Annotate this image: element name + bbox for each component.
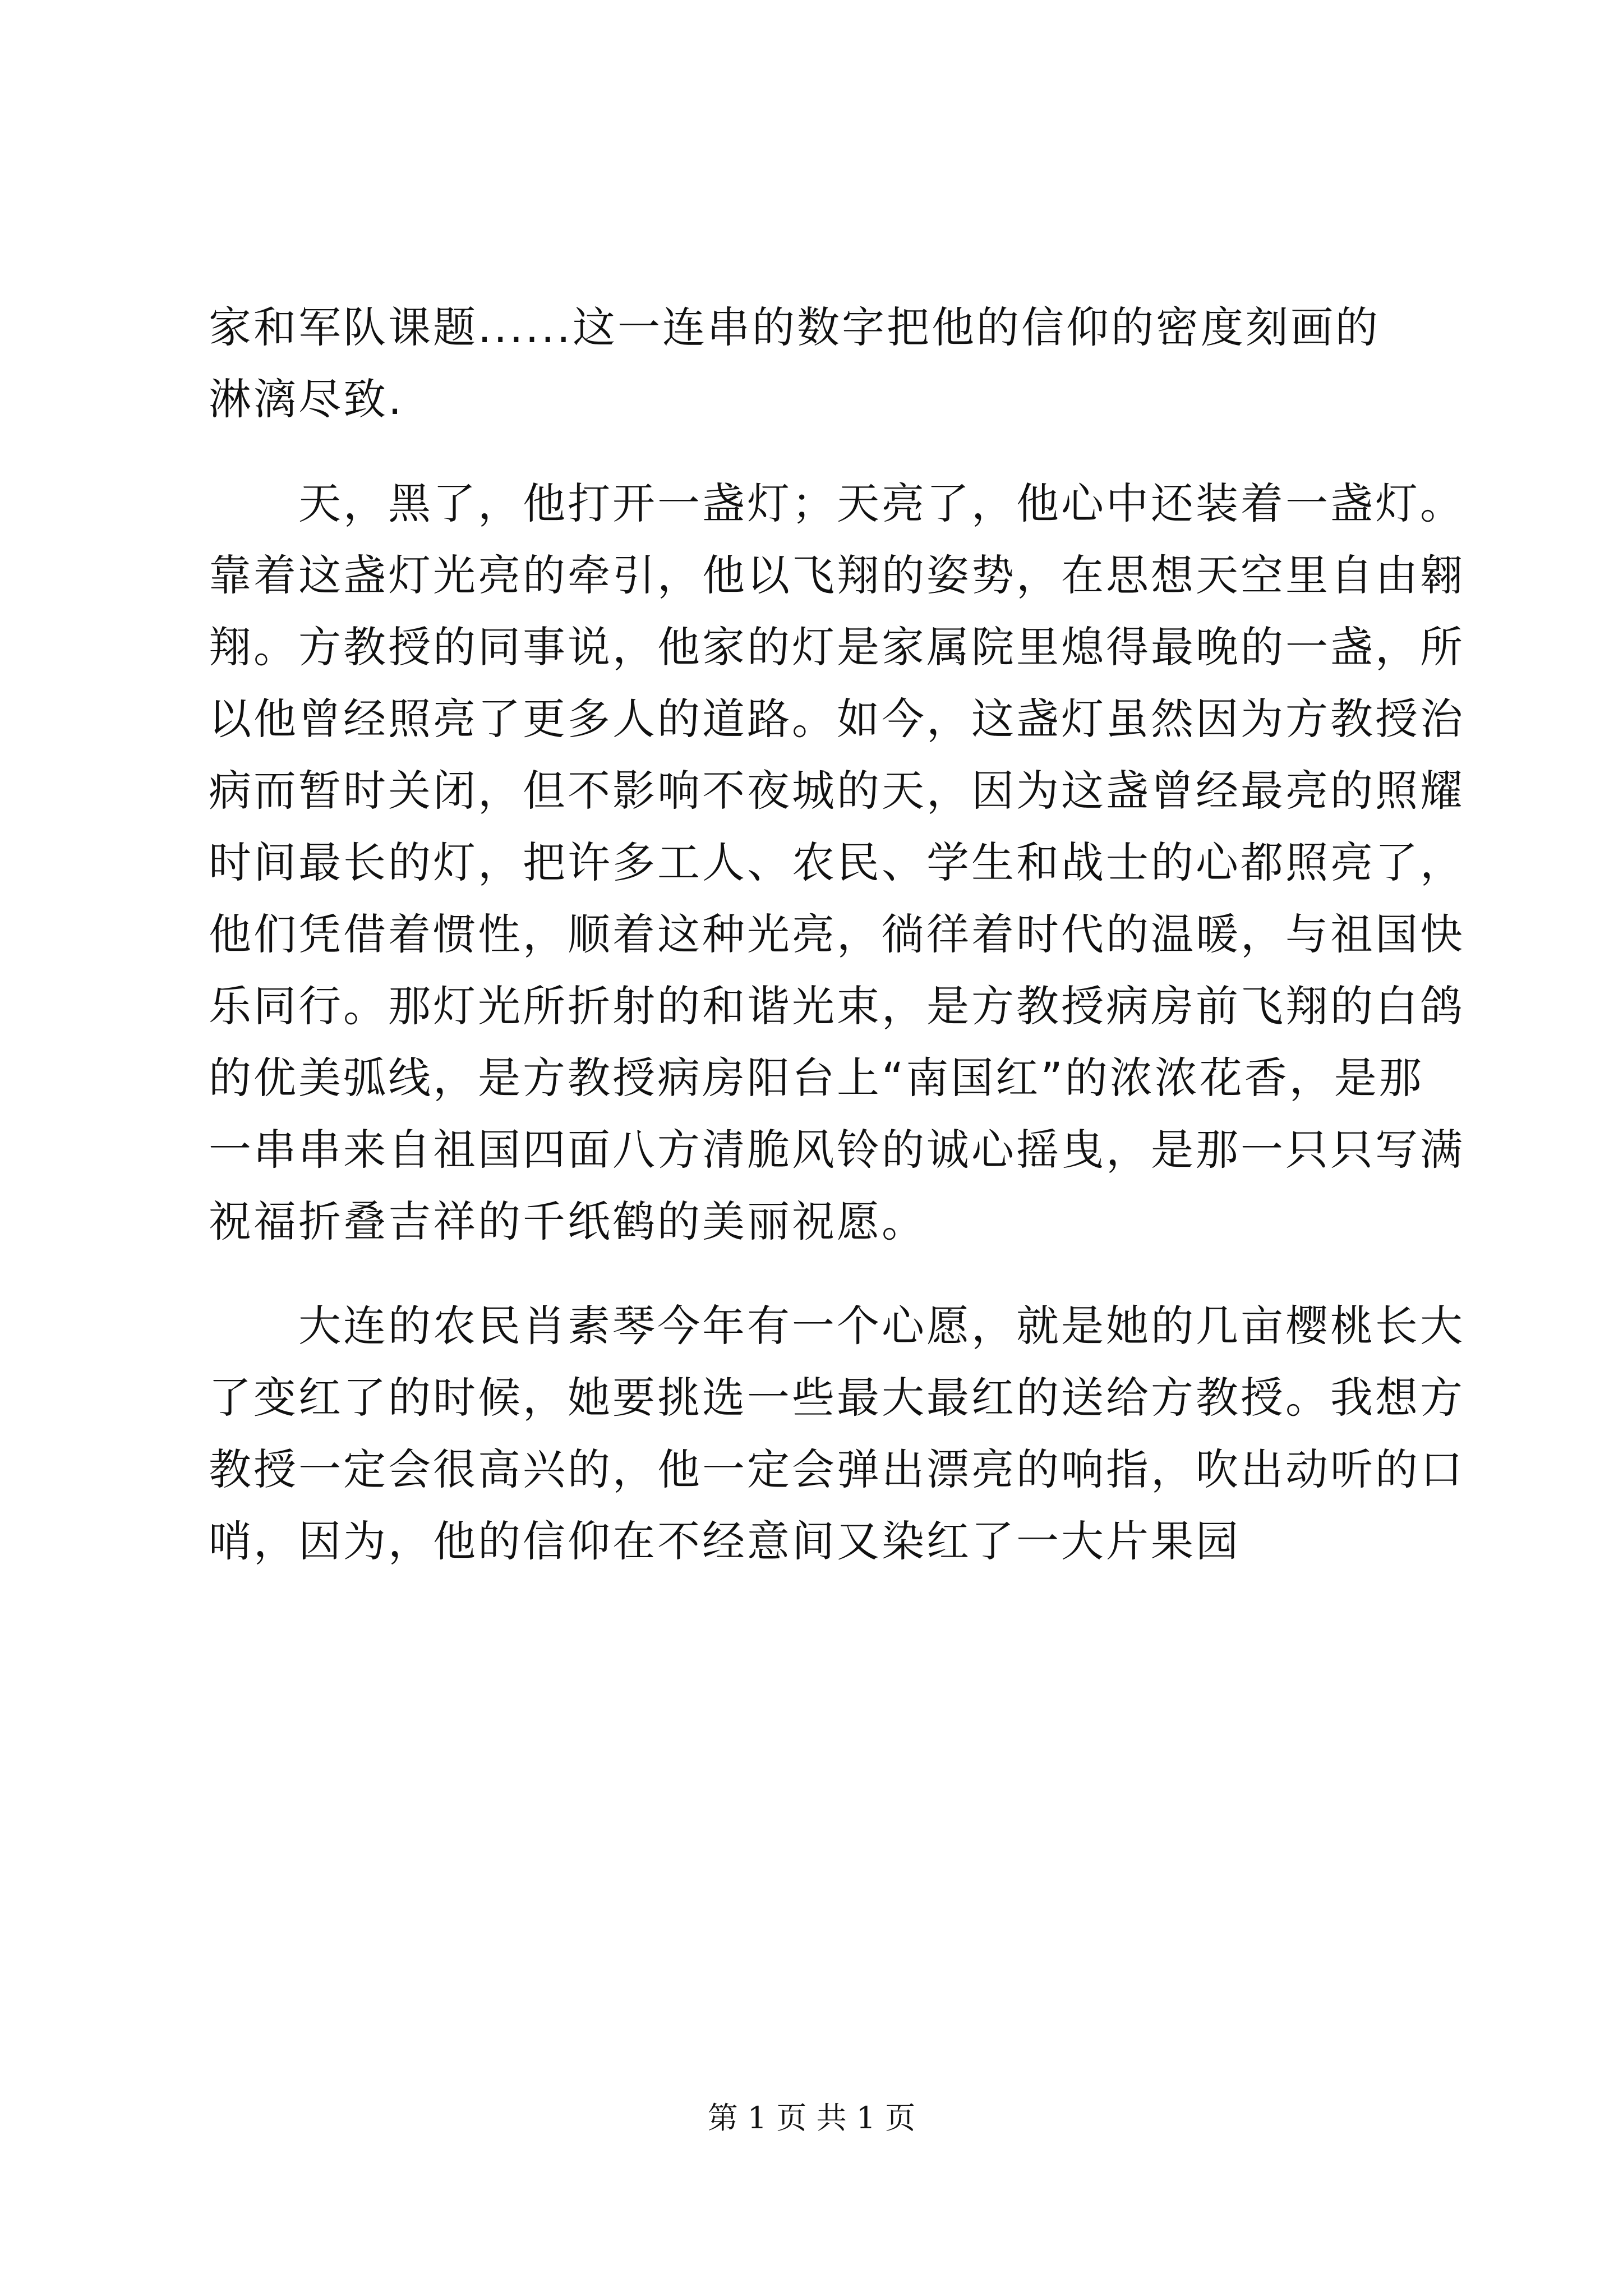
- text-line: 乐同行。那灯光所折射的和谐光束，是方教授病房前飞翔的白鸽: [209, 981, 1465, 1031]
- text-line: 病而暂时关闭，但不影响不夜城的天，因为这盏曾经最亮的照耀: [209, 766, 1465, 816]
- text-line: 以他曾经照亮了更多人的道路。如今，这盏灯虽然因为方教授治: [209, 694, 1465, 744]
- text-line: 时间最长的灯，把许多工人、农民、学生和战士的心都照亮了，: [209, 838, 1465, 887]
- text-line: 淋漓尽致.: [209, 374, 404, 424]
- text-line: 靠着这盏灯光亮的牵引，他以飞翔的姿势，在思想天空里自由翱: [209, 550, 1465, 600]
- text-line: 哨，因为，他的信仰在不经意间又染红了一大片果园: [209, 1516, 1241, 1566]
- paragraph-2: [209, 468, 1465, 1258]
- text-line: 一串串来自祖国四面八方清脆风铃的诚心摇曳，是那一只只写满: [209, 1125, 1465, 1175]
- text-line: 他们凭借着惯性，顺着这种光亮，徜徉着时代的温暖，与祖国快: [209, 909, 1465, 959]
- text-line: 教授一定会很高兴的，他一定会弹出漂亮的响指，吹出动听的口: [209, 1444, 1465, 1494]
- text-line: 家和军队课题......这一连串的数字把他的信仰的密度刻画的: [209, 302, 1380, 352]
- text-line: 大连的农民肖素琴今年有一个心愿，就是她的几亩樱桃长大: [209, 1301, 1465, 1351]
- text-line: 了变红了的时候，她要挑选一些最大最红的送给方教授。我想方: [209, 1373, 1465, 1423]
- text-line: 祝福折叠吉祥的千纸鹤的美丽祝愿。: [209, 1197, 926, 1246]
- text-line: 翔。方教授的同事说，他家的灯是家属院里熄得最晚的一盏，所: [209, 622, 1465, 672]
- paragraph-3: [209, 1290, 1465, 1577]
- paragraph-spacing: [209, 1258, 1414, 1290]
- text-line: 的优美弧线，是方教授病房阳台上“南国红”的浓浓花香，是那: [209, 1053, 1424, 1103]
- document-body: [209, 292, 1465, 1577]
- page-footer: 第 1 页 共 1 页: [707, 2100, 916, 2136]
- text-line: 天，黑了，他打开一盏灯；天亮了，他心中还装着一盏灯。: [209, 478, 1465, 528]
- paragraph-spacing: [209, 435, 1414, 468]
- paragraph-1: [209, 292, 1414, 435]
